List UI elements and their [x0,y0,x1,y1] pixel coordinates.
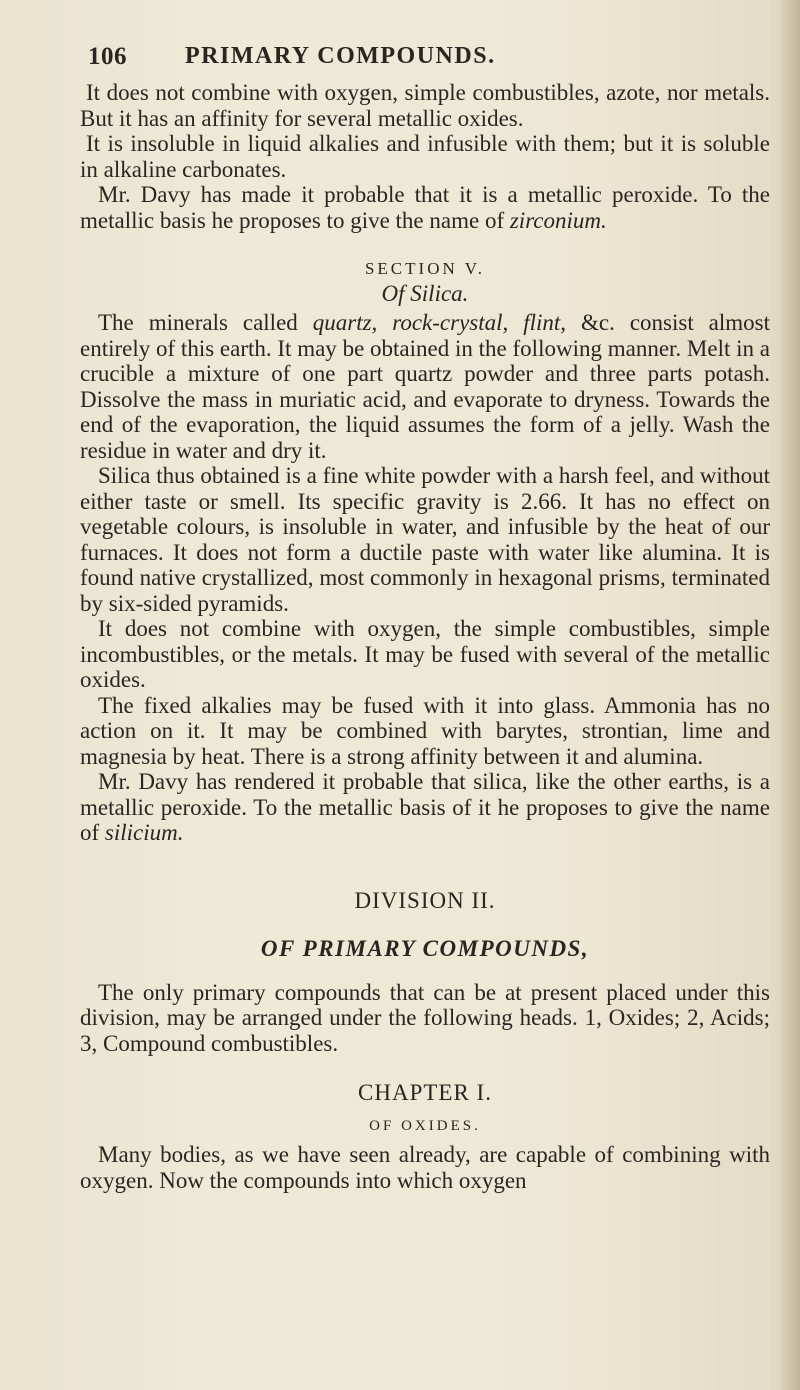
chapter-title: OF OXIDES. [369,1118,481,1134]
silica-minerals-body: &c. consist almost entirely of this earth. It may be obtained in the following manner. Melt in a crucible a mixture of one part quartz powder and three parts potash. Dissolve the mass in muriatic acid, and evaporate to dryness. Towards the end of the evaporation, the liquid assumes the form of a jelly. Wash the residue in water and dry it. [80,310,770,463]
silica-paragraph-combination: It does not combine with oxygen, the simple combustibles, simple incombustibles, or the metals. It may be fused with several of the metallic oxides. [80,616,770,692]
silica-paragraph-alkalies: The fixed alkalies may be fused with it into glass. Ammonia has no action on it. It may be combined with barytes, strontian, lime and magnesia by heat. There is a strong affinity between it and alumina. [80,692,770,769]
division-heading: DIVISION II. [354,887,496,913]
silica-paragraph-davy [80,769,770,846]
section-title: Of Silica. [381,281,469,306]
division-title: OF PRIMARY COMPOUNDS, [260,935,590,961]
oxides-paragraph: Many bodies, as we have seen already, are capable of combining with oxygen. Now the compounds into which oxygen [80,1142,770,1193]
silica-davy-text: Mr. Davy has rendered it probable that silica, like the other earths, is a metallic peroxide. To the metallic basis of it he proposes to give the name of [80,769,770,845]
zirconia-paragraph-solubility: It is insoluble in liquid alkalies and infusible with them; but it is soluble in alkaline carbonates. [80,131,770,182]
page-body [80,80,770,1193]
page-number: 106 [88,43,127,70]
page-edge-shadow [778,0,800,1390]
zirconia-paragraph-davy [80,182,770,233]
zirconium-term: zirconium. [509,207,607,233]
page-header [88,43,688,73]
silica-minerals-lead: The minerals called [98,310,313,335]
chapter-heading: CHAPTER I. [358,1080,492,1105]
running-title: PRIMARY COMPOUNDS. [185,43,496,69]
silicium-term: silicium. [104,820,184,845]
zirconia-paragraph-combination: It does not combine with oxygen, simple combustibles, azote, nor metals. But it has an affinity for several metallic oxides. [80,80,770,131]
section-heading: SECTION V. [364,259,486,278]
division-paragraph: The only primary compounds that can be at present placed under this division, may be arranged under the following heads. 1, Oxides; 2, Acids; 3, Compound combustibles. [80,979,770,1056]
silica-paragraph-properties: Silica thus obtained is a fine white powder with a harsh feel, and without either taste or smell. Its specific gravity is 2.66. It has no effect on vegetable colours, is insoluble in water, and infusible by the heat of our furnaces. It does not form a ductile paste with water like alumina. It is found native crystallized, most commonly in hexagonal prisms, terminated by six-sided pyramids. [80,463,770,616]
silica-mineral-names: quartz, rock-crystal, flint, [312,310,567,335]
zirconia-davy-text: Mr. Davy has made it probable that it is a metallic peroxide. To the metallic basis he proposes to give the name of [80,182,770,233]
silica-paragraph-minerals [80,310,770,463]
